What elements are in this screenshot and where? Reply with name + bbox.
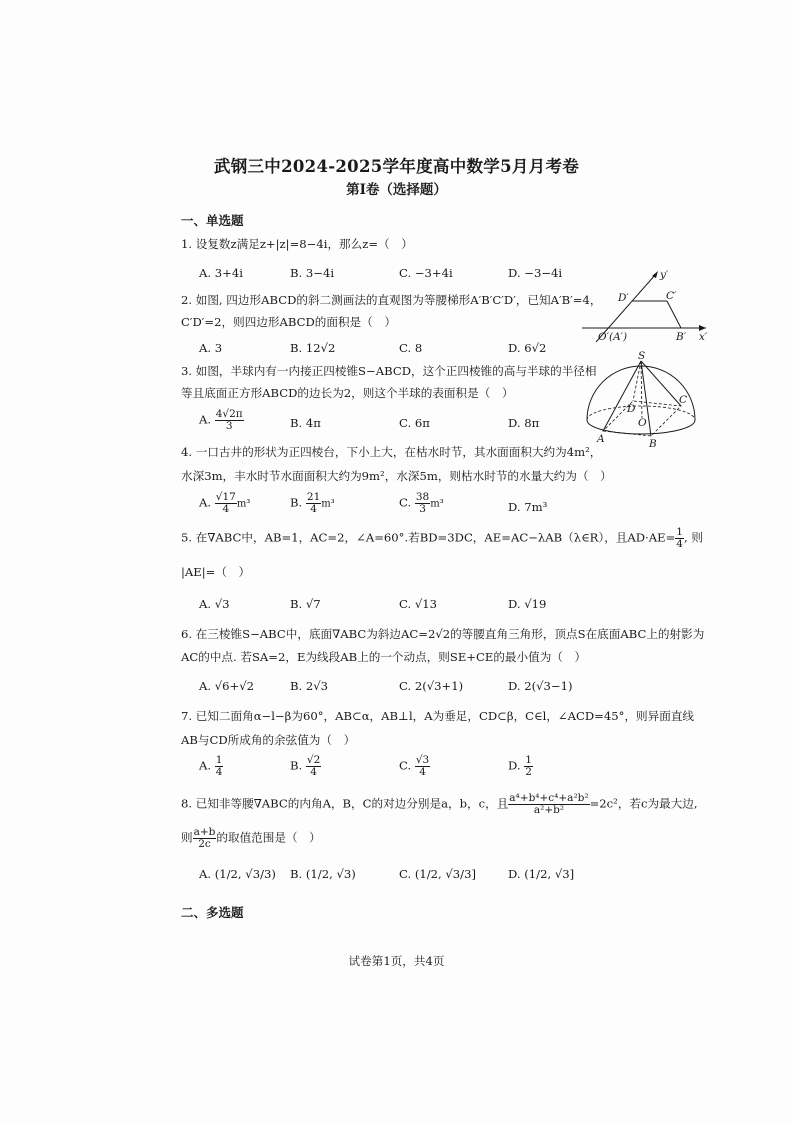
question-6-line-2: AC的中点. 若SA=2，E为线段AB上的一个动点，则SE+CE的最小值为（ ） (181, 650, 587, 664)
q7-c-denominator: 4 (419, 766, 426, 778)
page-footer: 试卷第1页，共4页 (348, 954, 445, 968)
q7-option-d-fraction (524, 755, 533, 778)
q6-option-b: B. 2√3 (290, 679, 329, 693)
point-o-label: O′(A′) (598, 331, 628, 343)
q7-c-numerator: √3 (415, 754, 430, 766)
hemisphere-arc (587, 366, 695, 420)
q4-option-c-label: C. (399, 495, 412, 510)
point-c-label: C (679, 394, 688, 406)
q4-option-a-fraction (215, 492, 237, 515)
q8-option-a-body: (1/2, √3/3) (214, 867, 276, 881)
page-title: 武钢三中2024-2025学年度高中数学5月月考卷 (213, 157, 580, 176)
section-multi-choice: 二、多选题 (181, 905, 244, 920)
q7-option-a (199, 755, 223, 778)
y-axis-label: y′ (660, 269, 669, 281)
q5-option-c: C. √13 (399, 597, 437, 611)
q4-option-b (290, 492, 335, 515)
point-d-label: D′ (618, 292, 629, 304)
q5-option-b: B. √7 (290, 597, 321, 611)
q4-option-a-label: A. (199, 495, 212, 510)
q2-option-a: A. 3 (199, 341, 223, 355)
q4-c-unit: m³ (430, 498, 444, 510)
q4-c-numerator: 38 (415, 491, 430, 503)
q7-option-c-fraction (415, 755, 430, 778)
edge-sa (603, 361, 641, 431)
q4-b-denominator: 4 (310, 503, 317, 515)
q3-a-numerator: 4√2π (215, 408, 243, 420)
page-subtitle: 第I卷（选择题） (346, 182, 447, 198)
question-4-line-2: 水深3m，丰水时节水面面积大约为9m²，水深5m，则枯水时节的水量大约为（ ） (181, 469, 612, 483)
point-s-label: S (638, 350, 646, 362)
q8-line-2-fraction (193, 827, 217, 850)
q7-option-b (290, 755, 321, 778)
trapezoid-figure (582, 268, 712, 346)
question-8-line-1 (181, 793, 698, 816)
q5-line-1-tail: , 则 (683, 530, 703, 545)
q1-option-d: D. −3−4i (508, 266, 563, 280)
q2-option-d: D. 6√2 (508, 341, 547, 355)
q5-option-d: D. √19 (508, 597, 547, 611)
q4-a-numerator: √17 (215, 491, 236, 503)
q4-option-a (199, 492, 250, 515)
q3-option-b: B. 4π (290, 416, 321, 430)
question-7-line-1: 7. 已知二面角α−l−β为60°，AB⊂α，AB⊥l，A为垂足，CD⊂β，C∈l，∠ACD=45°，则异面直线 (181, 709, 695, 723)
q7-b-denominator: 4 (310, 766, 317, 778)
q3-option-a-label: A. (199, 412, 212, 427)
q4-option-c (399, 492, 444, 515)
question-4-line-1: 4. 一口古井的形状为正四棱台，下小上大，在枯水时节，其水面面积大约为4m²， (181, 445, 602, 459)
q5-option-a: A. √3 (199, 597, 230, 611)
q3-option-d: D. 8π (508, 416, 540, 430)
q4-c-denominator: 3 (419, 503, 426, 515)
q4-a-unit: m³ (236, 498, 251, 510)
q3-option-c: C. 6π (399, 416, 430, 430)
q8-line-1-tail: =2c²，若c为最大边, (589, 796, 698, 811)
q8-line-2-tail: 的取值范围是（ ） (216, 830, 321, 845)
q3-option-a-fraction (215, 409, 244, 432)
hemisphere-pyramid-figure (583, 350, 701, 450)
q1-option-c: C. −3+4i (399, 266, 453, 280)
point-b-label: B (649, 438, 657, 450)
q7-option-b-label: B. (290, 758, 303, 773)
q4-b-unit: m³ (321, 498, 335, 510)
q8-option-b (290, 867, 356, 881)
q8-option-c-body: (1/2, √3/3] (414, 867, 476, 881)
q5-numerator: 1 (676, 526, 683, 538)
question-5-line-1 (181, 527, 703, 550)
q8-line-2-denominator: 2c (198, 838, 211, 850)
point-c-label: C′ (666, 290, 677, 302)
q6-option-a: A. √6+√2 (199, 679, 254, 693)
question-2-line-1: 2. 如图, 四边形ABCD的斜二测画法的直观图为等腰梯形A′B′C′D′，已知A′B′=4， (181, 293, 602, 307)
q8-line-2-prefix: 则 (181, 830, 193, 845)
q4-b-numerator: 21 (306, 491, 321, 503)
q4-a-denominator: 4 (222, 503, 230, 515)
q7-option-a-fraction (215, 755, 224, 778)
question-3-line-1: 3. 如图，半球内有一内接正四棱锥S−ABCD，这个正四棱锥的高与半球的半径相 (181, 364, 597, 378)
q7-option-c (399, 755, 430, 778)
question-2-line-2: C′D′=2，则四边形ABCD的面积是（ ） (181, 315, 396, 329)
edge-sd (633, 361, 641, 401)
q2-option-c: C. 8 (399, 341, 423, 355)
q8-denominator: a²+b² (533, 804, 565, 816)
q6-option-c: C. 2(√3+1) (399, 679, 464, 693)
q7-a-numerator: 1 (215, 754, 223, 766)
q8-option-a-label: A. (199, 867, 212, 881)
edge-sc (641, 361, 681, 406)
q7-option-a-label: A. (199, 758, 212, 773)
q2-option-b: B. 12√2 (290, 341, 336, 355)
trapezoid-right-edge (667, 301, 681, 328)
q3-a-denominator: 3 (225, 420, 233, 432)
q7-a-denominator: 4 (215, 766, 223, 778)
q8-option-c-label: C. (399, 867, 412, 881)
point-b-label: B′ (676, 331, 687, 343)
point-d-label: D (627, 403, 636, 415)
q7-d-denominator: 2 (525, 766, 532, 778)
q8-numerator: a⁴+b⁴+c⁴+a²b² (509, 792, 589, 804)
question-3-line-2: 等且底面正方形ABCD的边长为2，则这个半球的表面积是（ ） (181, 386, 514, 400)
q5-line-1-text: 5. 在∇ABC中，AB=1，AC=2，∠A=60°.若BD=3DC，AE=AC−λAB（λ∈R），且AD·AE= (181, 530, 676, 545)
q8-option-c (399, 867, 476, 881)
x-axis-label: x′ (699, 331, 708, 343)
q8-option-d (508, 867, 574, 881)
q3-option-a (199, 409, 244, 432)
q8-option-a (199, 867, 276, 881)
q5-fraction (675, 527, 684, 550)
q4-option-d: D. 7m³ (508, 500, 548, 514)
question-5-line-2: |AE|=（ ） (181, 565, 251, 579)
q8-fraction (508, 793, 589, 816)
q8-option-d-label: D. (508, 867, 521, 881)
q5-denominator: 4 (676, 538, 683, 550)
q8-line-1-text: 8. 已知非等腰∇ABC的内角A，B，C的对边分别是a，b，c，且 (181, 796, 509, 811)
q1-option-a: A. 3+4i (199, 266, 243, 280)
q4-option-b-fraction (306, 492, 321, 515)
q8-line-2-numerator: a+b (193, 826, 216, 838)
q7-option-b-fraction (306, 755, 321, 778)
section-single-choice: 一、单选题 (181, 213, 244, 228)
q7-d-numerator: 1 (525, 754, 532, 766)
q4-option-b-label: B. (290, 495, 303, 510)
point-a-label: A (597, 433, 605, 445)
q8-option-b-body: (1/2, √3) (305, 867, 356, 881)
q8-option-b-label: B. (290, 867, 303, 881)
question-8-line-2 (181, 827, 321, 850)
q4-option-c-fraction (415, 492, 430, 515)
question-7-line-2: AB与CD所成角的余弦值为（ ） (181, 733, 356, 747)
question-6-line-1: 6. 在三棱锥S−ABC中，底面∇ABC为斜边AC=2√2的等腰直角三角形，顶点S在底面ABC上的射影为 (181, 627, 705, 641)
question-1-stem: 1. 设复数z满足z+|z|=8−4i，那么z=（ ） (181, 237, 413, 251)
q7-b-numerator: √2 (306, 754, 321, 766)
q1-option-b: B. 3−4i (290, 266, 335, 280)
q8-option-d-body: (1/2, √3] (524, 867, 575, 881)
q7-option-d (508, 755, 533, 778)
q6-option-d: D. 2(√3−1) (508, 679, 573, 693)
q7-option-d-label: D. (508, 758, 521, 773)
point-o-label: O (638, 417, 647, 429)
q7-option-c-label: C. (399, 758, 412, 773)
